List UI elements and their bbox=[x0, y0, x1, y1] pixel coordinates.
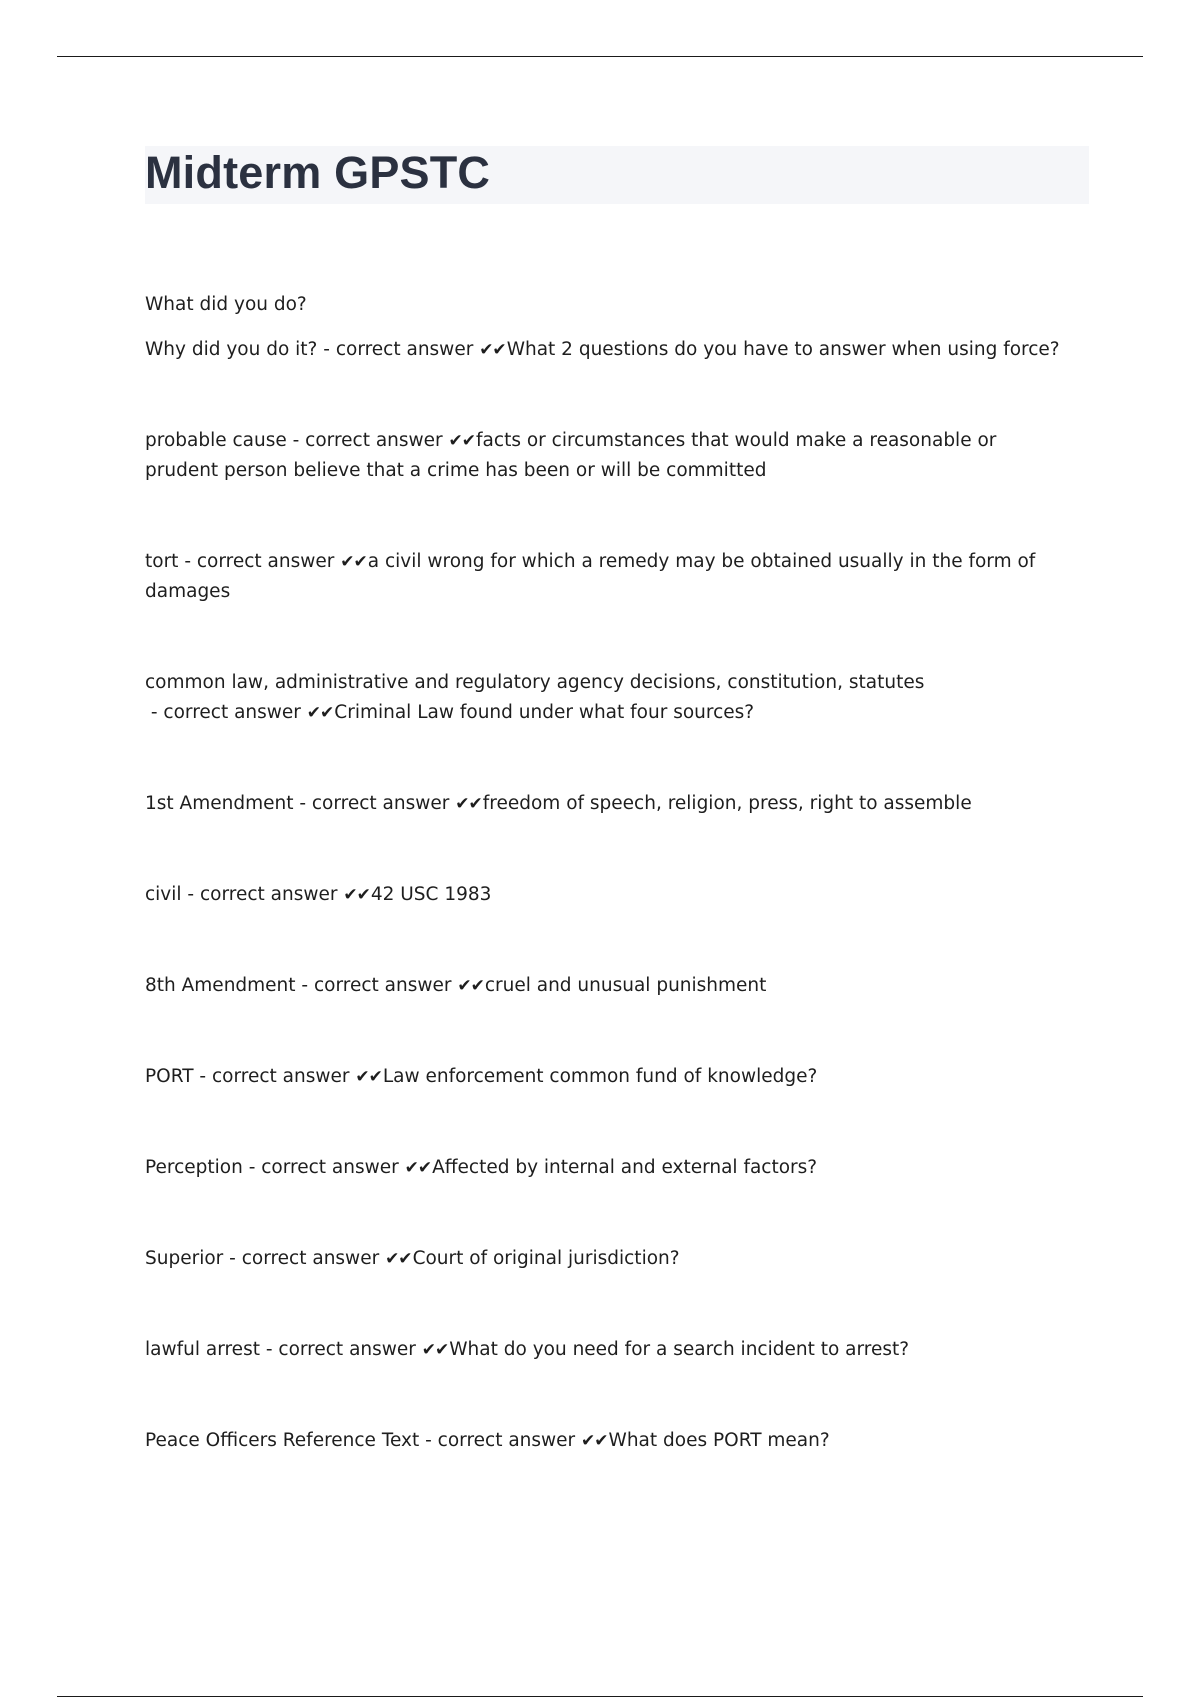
flashcard-term: Perception bbox=[145, 1157, 243, 1178]
correct-answer-separator: - correct answer bbox=[317, 339, 480, 360]
correct-answer-separator: - correct answer bbox=[259, 1339, 422, 1360]
correct-answer-separator: - correct answer bbox=[286, 430, 449, 451]
flashcard-term: tort bbox=[145, 551, 179, 572]
double-check-icon: ✔✔ bbox=[479, 340, 506, 360]
flashcard-entry bbox=[145, 668, 1075, 728]
flashcard-answer: freedom of speech, religion, press, right to assemble bbox=[482, 793, 972, 814]
double-check-icon: ✔✔ bbox=[457, 976, 484, 996]
flashcard-list bbox=[145, 290, 1075, 1456]
correct-answer-separator: - correct answer bbox=[295, 975, 458, 996]
page-title: Midterm GPSTC bbox=[145, 147, 491, 198]
flashcard-term: 8th Amendment bbox=[145, 975, 296, 996]
double-check-icon: ✔✔ bbox=[581, 1431, 608, 1451]
flashcard-answer: 42 USC 1983 bbox=[370, 884, 492, 905]
flashcard-entry bbox=[145, 1153, 1075, 1183]
double-check-icon: ✔✔ bbox=[448, 431, 476, 451]
correct-answer-separator: - correct answer bbox=[178, 551, 341, 572]
double-check-icon: ✔✔ bbox=[306, 703, 334, 723]
flashcard-entry bbox=[145, 1244, 1075, 1274]
top-rule bbox=[57, 56, 1143, 57]
flashcard-entry bbox=[145, 1335, 1075, 1365]
correct-answer-separator: - correct answer bbox=[181, 884, 344, 905]
flashcard-term: civil bbox=[145, 884, 182, 905]
flashcard-answer: Affected by internal and external factors? bbox=[432, 1157, 818, 1178]
flashcard-entry bbox=[145, 1062, 1075, 1092]
flashcard-entry bbox=[145, 335, 1075, 365]
flashcard-term: PORT bbox=[145, 1066, 194, 1087]
flashcard-entry bbox=[145, 1426, 1075, 1456]
flashcard-answer: Court of original jurisdiction? bbox=[412, 1248, 680, 1269]
flashcard-answer: Law enforcement common fund of knowledge? bbox=[382, 1066, 818, 1087]
flashcard-term: Peace Officers Reference Text bbox=[145, 1430, 420, 1451]
flashcard-answer: What 2 questions do you have to answer when using force? bbox=[506, 339, 1060, 360]
intro-block bbox=[145, 290, 1075, 335]
flashcard-entry bbox=[145, 789, 1075, 819]
flashcard-entry bbox=[145, 426, 1075, 486]
double-check-icon: ✔✔ bbox=[385, 1249, 412, 1269]
flashcard-answer: cruel and unusual punishment bbox=[484, 975, 767, 996]
correct-answer-separator: - correct answer bbox=[419, 1430, 582, 1451]
flashcard-term: lawful arrest bbox=[145, 1339, 260, 1360]
flashcard-entry bbox=[145, 880, 1075, 910]
correct-answer-separator: - correct answer bbox=[223, 1248, 386, 1269]
flashcard-term: Why did you do it? bbox=[145, 339, 318, 360]
double-check-icon: ✔✔ bbox=[343, 885, 370, 905]
flashcard-term: Superior bbox=[145, 1248, 224, 1269]
correct-answer-separator: - correct answer bbox=[293, 793, 456, 814]
correct-answer-separator: - correct answer bbox=[145, 702, 307, 723]
correct-answer-separator: - correct answer bbox=[242, 1157, 405, 1178]
correct-answer-separator: - correct answer bbox=[193, 1066, 356, 1087]
intro-line: What did you do? bbox=[145, 294, 307, 315]
double-check-icon: ✔✔ bbox=[355, 1067, 382, 1087]
flashcard-entry bbox=[145, 547, 1075, 607]
flashcard-answer: facts or circumstances that would make a reasonable or prudent person believe that a crime has been or will be committed bbox=[145, 430, 997, 481]
flashcard-term: common law, administrative and regulatory agency decisions, constitution, statutes bbox=[145, 672, 925, 693]
double-check-icon: ✔✔ bbox=[340, 552, 367, 572]
bottom-rule bbox=[57, 1696, 1143, 1697]
flashcard-answer: What does PORT mean? bbox=[608, 1430, 830, 1451]
double-check-icon: ✔✔ bbox=[404, 1158, 432, 1178]
flashcard-term: probable cause bbox=[145, 430, 287, 451]
cards-container bbox=[145, 335, 1075, 1456]
flashcard-answer: a civil wrong for which a remedy may be obtained usually in the form of damages bbox=[145, 551, 1036, 602]
double-check-icon: ✔✔ bbox=[421, 1340, 449, 1360]
flashcard-answer: Criminal Law found under what four sources? bbox=[334, 702, 755, 723]
flashcard-term: 1st Amendment bbox=[145, 793, 294, 814]
flashcard-entry bbox=[145, 971, 1075, 1001]
flashcard-answer: What do you need for a search incident to arrest? bbox=[449, 1339, 910, 1360]
double-check-icon: ✔✔ bbox=[455, 794, 482, 814]
